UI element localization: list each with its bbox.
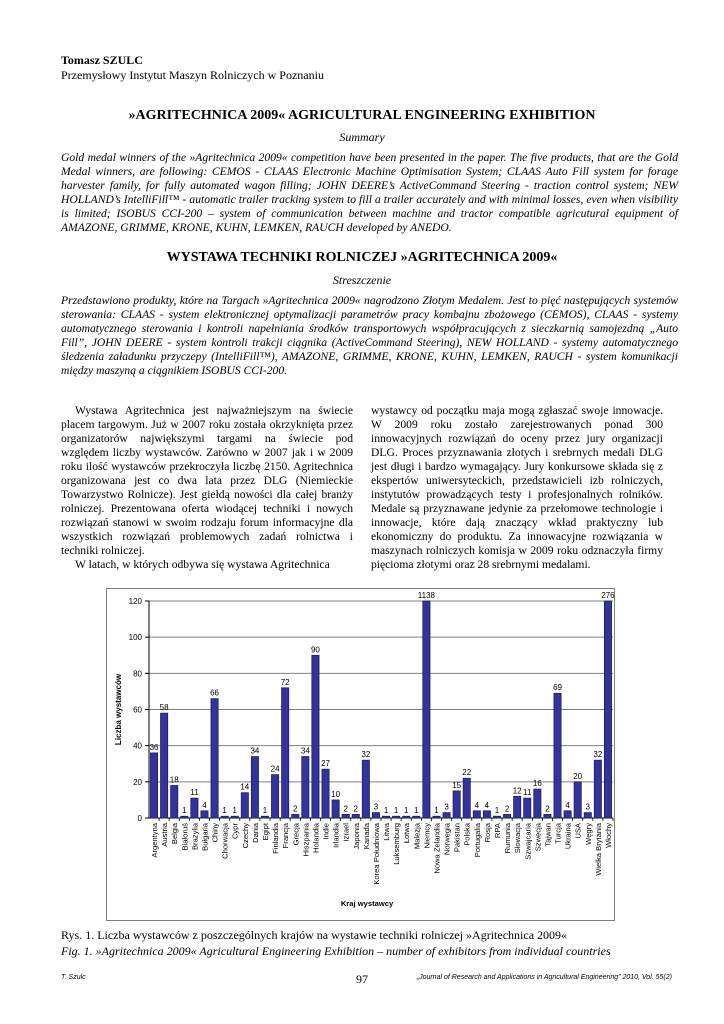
- polish-summary: Przedstawiono produkty, które na Targach »Agritechnica 2009« nagrodzono Złotym Medalem. Jest to pięć następujących systemów sterowania: CLAAS - system elektronicznej optymalizacji parametrów pracy kombajnu zbożowego (CEMOS), CLAAS - systemy automatycznego sterowania i kontroli napełniania środków transportowych współpracujących z sieczkarnią samojezdną „Auto Fill”, JOHN DEERE - system kontroli trakcji ciągnika (ActiveCommand Steering), NEW HOLLAND - systemy automatycznego śledzenia załadunku przyczepy (IntelliFill™), AMAZONE, GRIMME, KRONE, KUHN, LEMKEN, RAUCH - system komunikacji między maszyną a ciągnikiem ISOBUS CCI-200.: [61, 294, 678, 377]
- x-tick-label: Polska: [462, 823, 472, 846]
- y-tick-label: 0: [137, 814, 142, 823]
- bar-value-label: 10: [331, 789, 341, 799]
- bar-value-label: 2: [353, 804, 359, 814]
- bar: [453, 791, 460, 818]
- x-tick-label: USA: [573, 823, 583, 839]
- bar: [503, 814, 510, 818]
- x-tick-label: Korea Południowa: [371, 823, 381, 885]
- x-tick-label: Finlandia: [271, 823, 281, 854]
- bar: [302, 757, 309, 818]
- x-tick-label: Holandia: [311, 823, 321, 853]
- bar: [312, 655, 319, 818]
- bar: [382, 816, 389, 818]
- x-tick-label: Indie: [321, 823, 331, 840]
- body-left-column: [61, 404, 353, 572]
- bar: [574, 782, 581, 818]
- bar-value-label: 12: [512, 786, 522, 796]
- x-tick-label: RPA: [493, 823, 502, 839]
- x-tick-label: Japonia: [351, 823, 361, 850]
- bar: [241, 793, 248, 818]
- y-tick-label: 40: [133, 741, 142, 751]
- x-tick-label: Turcja: [553, 823, 563, 844]
- bar-value-label: 1: [494, 806, 500, 816]
- streszczenie-label: Streszczenie: [332, 273, 392, 287]
- bar: [544, 814, 551, 818]
- bar: [493, 816, 500, 818]
- x-tick-label: Belgia: [170, 823, 180, 845]
- bar-value-label: 3: [373, 802, 379, 812]
- x-tick-label: Szwecja: [533, 823, 543, 852]
- x-tick-label: Ukraina: [563, 823, 573, 850]
- english-title: »AGRITECHNICA 2009« AGRICULTURAL ENGINEERING EXHIBITION: [128, 108, 596, 123]
- figure-caption-english: Fig. 1. »Agritechnica 2009« Agricultural Engineering Exhibition – number of exhibitors from individual countries: [61, 944, 611, 958]
- y-axis-title: Liczba wystawców: [114, 673, 123, 746]
- body-paragraph: W latach, w których odbywa się wystawa Agritechnica: [75, 558, 330, 571]
- bar-value-label: 34: [250, 746, 260, 756]
- y-tick-label: 60: [133, 705, 142, 715]
- bar-value-label: 1138: [417, 591, 435, 600]
- bar-value-label: 34: [300, 746, 310, 756]
- y-tick-label: 20: [133, 777, 142, 787]
- bar-value-label: 66: [210, 688, 220, 698]
- bar: [211, 699, 218, 818]
- bar: [423, 601, 430, 818]
- bar-value-label: 1: [403, 806, 409, 816]
- x-tick-label: Austria: [160, 823, 170, 847]
- bar: [594, 760, 601, 818]
- bar: [201, 811, 208, 818]
- bar-value-label: 72: [280, 677, 290, 687]
- bar-value-label: 1: [434, 806, 439, 816]
- bar: [332, 800, 339, 818]
- x-tick-label: Izrael: [341, 823, 351, 842]
- bar-value-label: 1: [393, 806, 399, 816]
- x-tick-label: Portugalia: [472, 823, 482, 858]
- x-tick-label: Białoruś: [180, 823, 190, 851]
- x-tick-label: Egipt: [261, 823, 270, 841]
- bar: [372, 813, 379, 818]
- x-tick-label: Słowacja: [513, 823, 523, 854]
- bar-value-label: 1: [383, 806, 389, 816]
- x-tick-label: Włochy: [603, 823, 613, 848]
- author-name: Tomasz SZULC: [61, 53, 143, 67]
- bar: [191, 798, 198, 818]
- bar: [483, 811, 490, 818]
- bar: [534, 789, 541, 818]
- bar-value-label: 1: [222, 806, 227, 816]
- bar: [292, 814, 299, 818]
- x-tick-label: Argentyna: [150, 823, 160, 858]
- bar: [604, 601, 611, 818]
- bar-value-label: 58: [159, 703, 169, 713]
- bar: [463, 778, 470, 818]
- bar-value-label: 14: [240, 782, 250, 792]
- bar-value-label: 1: [232, 806, 237, 816]
- bar-value-label: 4: [202, 800, 207, 810]
- bar-value-label: 36: [149, 742, 159, 752]
- bar-value-label: 18: [169, 775, 179, 785]
- x-tick-label: Tajwan: [543, 823, 553, 847]
- bar-value-label: 1: [414, 806, 419, 816]
- x-tick-label: Irlandia: [331, 823, 341, 848]
- bar: [443, 813, 450, 818]
- bar: [282, 688, 289, 818]
- footer-journal: „Journal of Research and Applications in Agricultural Engineering” 2010, Vol. 55(2): [416, 974, 672, 981]
- bar-value-label: 22: [462, 768, 472, 778]
- y-tick-label: 100: [128, 633, 142, 643]
- bar: [322, 769, 329, 818]
- bar-value-label: 11: [523, 788, 532, 798]
- x-tick-label: Łotwa: [402, 823, 412, 844]
- bar: [221, 816, 228, 818]
- bar-value-label: 3: [585, 802, 591, 812]
- bar-value-label: 2: [545, 804, 550, 814]
- x-tick-label: Cypr: [230, 823, 240, 840]
- bar: [171, 785, 178, 818]
- bar-value-label: 2: [343, 804, 348, 814]
- footer-author: T. Szulc: [61, 974, 86, 981]
- bar: [392, 816, 399, 818]
- bar-value-label: 20: [573, 771, 583, 781]
- x-tick-label: Luksemburg: [392, 823, 402, 865]
- bar-value-label: 15: [452, 780, 462, 790]
- bar: [564, 811, 571, 818]
- bar: [150, 753, 157, 818]
- bar-value-label: 276: [601, 591, 615, 600]
- x-tick-label: Rosja: [482, 823, 492, 843]
- x-tick-label: Dania: [250, 823, 260, 843]
- x-tick-label: Niemcy: [422, 823, 432, 849]
- x-tick-label: Norwegia: [442, 823, 452, 856]
- bar: [251, 757, 258, 818]
- bar-value-label: 90: [310, 645, 320, 655]
- bar: [160, 713, 167, 818]
- bar: [413, 816, 420, 818]
- bar: [181, 816, 188, 818]
- x-tick-label: Czechy: [240, 823, 250, 849]
- x-tick-label: Rumunia: [503, 823, 513, 854]
- x-tick-label: Kanada: [361, 823, 371, 850]
- x-tick-label: Brazylia: [190, 823, 200, 851]
- x-tick-label: Wielka Brytania: [593, 823, 603, 876]
- x-tick-label: Bułgaria: [200, 823, 210, 851]
- bar: [524, 798, 531, 818]
- author-affiliation: Przemysłowy Instytut Maszyn Rolniczych w Poznaniu: [61, 68, 324, 82]
- x-tick-label: Nowa Zelandia: [432, 823, 442, 874]
- bar: [514, 796, 521, 818]
- x-tick-label: Szwajcaria: [523, 823, 533, 860]
- bar-value-label: 4: [474, 800, 480, 810]
- bar-value-label: 32: [361, 750, 371, 760]
- x-axis-title: Kraj wystawcy: [340, 899, 394, 908]
- bar-value-label: 2: [293, 804, 298, 814]
- x-tick-label: Malezja: [412, 823, 422, 850]
- x-tick-label: Węgry: [583, 823, 593, 845]
- bar-value-label: 4: [565, 800, 570, 810]
- bar-chart: [106, 588, 615, 921]
- body-paragraph: wystawcy od początku maja mogą zgłaszać swoje innowacje. W 2009 roku zostało zarejestrowanych ponad 300 innowacyjnych rozwiązań do oceny przez jury organizacji DLG. Proces przyznawania złotych i srebrnych medali DLG jest długi i bardzo wymagający. Jury konkursowe składa się z ekspertów uniwersyteckich, przedstawicieli izb rolniczych, instytutów prowadzących testy i profesjonalnych rolników. Medale są przyznawane jedynie za przełomowe technologie i innowacje, które dają znaczący wkład praktyczny lub ekonomiczny do produktu. Za innowacyjne rozwiązania w maszynach rolniczych komisja w 2009 roku odznaczyła firmy pięcioma złotymi oraz 28 srebrnymi medalami.: [371, 404, 663, 571]
- body-right-column: [371, 404, 663, 572]
- bar-value-label: 3: [444, 802, 449, 812]
- page-number: 97: [356, 972, 368, 986]
- chart-canvas: [107, 589, 616, 922]
- y-tick-label: 80: [133, 669, 142, 679]
- bar-value-label: 16: [532, 779, 542, 789]
- x-tick-label: Francja: [281, 823, 291, 849]
- y-tick-label: 120: [128, 597, 142, 606]
- bar: [554, 693, 561, 818]
- x-tick-label: Hiszpania: [301, 823, 311, 857]
- bar: [342, 814, 349, 818]
- bar-value-label: 11: [190, 788, 199, 798]
- english-summary: Gold medal winners of the »Agritechnica 2009« competition have been presented in the paper. The five products, that are the Gold Medal winners, are following: CEMOS - CLAAS Electronic Machine Optimisation System; CLAAS Auto Fill system for forage harvester family, for fully automated wagon filling; JOHN DEERE’s ActiveCommand Steering - traction control system; NEW HOLLAND’s IntelliFill™ - automatic trailer tracking system to fill a trailer accurately and with minimal losses, even when visibility is limited; ISOBUS CCI-200 – system of communication between machine and tractor compatible agricutural equipment of AMAZONE, GRIMME, KRONE, KUHN, LEMKEN, RAUCH developed by ANEDO.: [61, 151, 678, 234]
- bar-value-label: 32: [593, 750, 603, 760]
- bar: [433, 816, 440, 818]
- bar-value-label: 24: [270, 764, 280, 774]
- bar: [584, 813, 591, 818]
- x-tick-label: Pakistan: [452, 823, 462, 853]
- polish-title: WYSTAWA TECHNIKI ROLNICZEJ »AGRITECHNICA 2009«: [166, 250, 558, 265]
- bar-value-label: 2: [504, 804, 510, 814]
- summary-label: Summary: [339, 130, 385, 144]
- bar: [473, 811, 480, 818]
- body-paragraph: Wystawa Agritechnica jest najważniejszym na świecie placem targowym. Już w 2007 roku została okrzyknięta przez organizatorów największymi targami na świecie pod względem liczby wystawców. Zarówno w 2007 jak i w 2009 roku ilość wystawców przekroczyła liczbę 2150. Agritechnica organizowana jest co dwa lata przez DLG (Niemieckie Towarzystwo Rolnicze). Jest giełdą nowości dla całej branży rolniczej. Prezentowana oferta wiodącej techniki i nowych rozwiązań stanowi w swoim rodzaju forum informacyjne dla wszystkich rozwiązań problemowych zadań rolnictwa i techniki rolniczej.: [61, 404, 353, 557]
- x-tick-label: Chiny: [210, 823, 220, 843]
- figure-caption-polish: Rys. 1. Liczba wystawców z poszczególnych krajów na wystawie techniki rolniczej »Agritechnica 2009«: [61, 928, 568, 942]
- bar: [271, 775, 278, 818]
- bar: [261, 816, 268, 818]
- bar-value-label: 69: [553, 683, 562, 693]
- bar-value-label: 27: [321, 759, 330, 769]
- bar-value-label: 4: [484, 800, 490, 810]
- bar: [231, 816, 238, 818]
- bar: [403, 816, 410, 818]
- bar-value-label: 1: [262, 806, 268, 816]
- bar: [352, 814, 359, 818]
- x-tick-label: Chorwacja: [220, 823, 230, 859]
- bar-value-label: 1: [182, 806, 187, 816]
- x-tick-label: Litwa: [382, 823, 392, 841]
- bar: [362, 760, 369, 818]
- x-tick-label: Grecja: [291, 823, 301, 846]
